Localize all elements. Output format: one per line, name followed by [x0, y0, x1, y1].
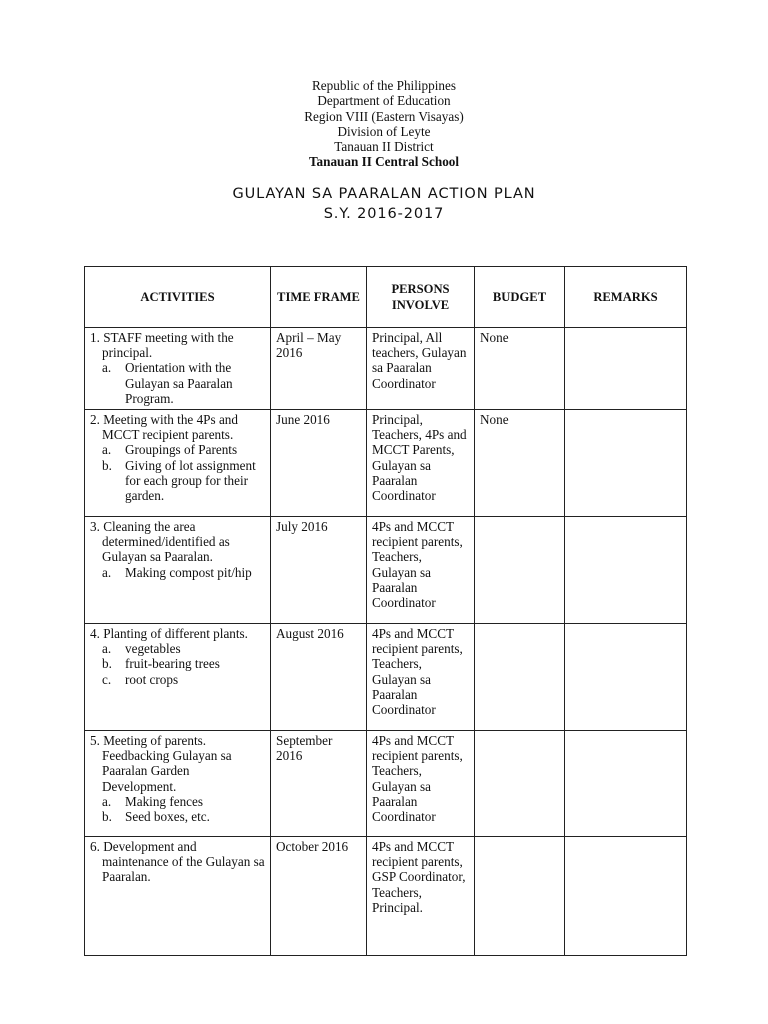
- remarks-cell: [565, 328, 687, 410]
- sub-activity-marker: b.: [102, 656, 112, 672]
- activity-text: 1. STAFF meeting with the principal.: [90, 330, 234, 361]
- activity-cell: [85, 328, 271, 410]
- activity-text: 3. Cleaning the area determined/identified as Gulayan sa Paaralan.: [90, 519, 230, 565]
- sub-activity-marker: a.: [102, 793, 112, 809]
- time-frame-cell: April – May 2016: [271, 328, 367, 410]
- letterhead: [0, 78, 768, 170]
- title-school-year: S.Y. 2016-2017: [323, 206, 445, 222]
- header-budget: BUDGET: [475, 267, 565, 328]
- remarks-cell: [565, 731, 687, 837]
- table-row: [85, 731, 687, 837]
- sub-activity-item: [90, 809, 265, 824]
- persons-cell: 4Ps and MCCT recipient parents, Teachers, Gulayan sa Paaralan Coordinator: [367, 731, 475, 837]
- persons-cell: 4Ps and MCCT recipient parents, Teachers, Gulayan sa Paaralan Coordinator: [367, 517, 475, 624]
- sub-activity-marker: a.: [102, 360, 112, 376]
- activity-text: 6. Development and maintenance of the Gulayan sa Paaralan.: [90, 839, 265, 885]
- table-header-row: [85, 267, 687, 328]
- activity-cell: [85, 837, 271, 956]
- sub-activity-text: Orientation with the Gulayan sa Paaralan Program.: [125, 360, 233, 406]
- letterhead-republic: Republic of the Philippines: [312, 78, 456, 93]
- persons-cell: Principal, Teachers, 4Ps and MCCT Parents, Gulayan sa Paaralan Coordinator: [367, 410, 475, 517]
- activity-text: 4. Planting of different plants.: [90, 626, 248, 642]
- sub-activity-marker: a.: [102, 442, 112, 458]
- letterhead-region: Region VIII (Eastern Visayas): [304, 108, 464, 124]
- document-title: [0, 184, 768, 224]
- budget-cell: None: [475, 328, 565, 410]
- sub-activity-text: fruit-bearing trees: [125, 656, 220, 672]
- sub-activity-item: [90, 672, 265, 687]
- activity-cell: [85, 624, 271, 731]
- persons-cell: 4Ps and MCCT recipient parents, Teachers, Gulayan sa Paaralan Coordinator: [367, 624, 475, 731]
- remarks-cell: [565, 517, 687, 624]
- title-main: GULAYAN SA PAARALAN ACTION PLAN: [232, 186, 536, 202]
- sub-activity-list: [90, 565, 265, 580]
- sub-activity-item: [90, 794, 265, 809]
- sub-activity-text: vegetables: [125, 641, 181, 657]
- budget-cell: [475, 517, 565, 624]
- budget-cell: None: [475, 410, 565, 517]
- letterhead-school: Tanauan II Central School: [308, 154, 460, 170]
- time-frame-cell: June 2016: [271, 410, 367, 517]
- sub-activity-list: [90, 442, 265, 503]
- header-time-frame: TIME FRAME: [271, 267, 367, 328]
- activity-text: 5. Meeting of parents. Feedbacking Gulayan sa Paaralan Garden Development.: [90, 733, 232, 794]
- sub-activity-item: [90, 656, 265, 671]
- table-row: [85, 837, 687, 956]
- activity-cell: [85, 410, 271, 517]
- sub-activity-text: Giving of lot assignment for each group for their garden.: [125, 457, 256, 504]
- activity-text: 2. Meeting with the 4Ps and MCCT recipient parents.: [90, 412, 238, 443]
- sub-activity-item: [90, 641, 265, 656]
- budget-cell: [475, 837, 565, 956]
- persons-cell: 4Ps and MCCT recipient parents, GSP Coordinator, Teachers, Principal.: [367, 837, 475, 956]
- activity-cell: [85, 517, 271, 624]
- sub-activity-list: [90, 641, 265, 687]
- sub-activity-text: root crops: [125, 671, 179, 687]
- table-row: [85, 624, 687, 731]
- letterhead-division: Division of Leyte: [337, 123, 431, 139]
- persons-cell: Principal, All teachers, Gulayan sa Paaralan Coordinator: [367, 328, 475, 410]
- sub-activity-item: [90, 565, 265, 580]
- budget-cell: [475, 731, 565, 837]
- sub-activity-text: Seed boxes, etc.: [125, 809, 210, 825]
- sub-activity-item: [90, 458, 265, 504]
- time-frame-cell: September 2016: [271, 731, 367, 837]
- sub-activity-list: [90, 360, 265, 406]
- sub-activity-text: Making fences: [125, 793, 203, 809]
- time-frame-cell: July 2016: [271, 517, 367, 624]
- remarks-cell: [565, 624, 687, 731]
- table-row: [85, 410, 687, 517]
- letterhead-department: Department of Education: [317, 93, 451, 109]
- time-frame-cell: October 2016: [271, 837, 367, 956]
- sub-activity-list: [90, 794, 265, 824]
- time-frame-cell: August 2016: [271, 624, 367, 731]
- sub-activity-marker: c.: [102, 671, 112, 687]
- sub-activity-marker: a.: [102, 564, 112, 580]
- header-activities: ACTIVITIES: [85, 267, 271, 328]
- letterhead-district: Tanauan II District: [334, 139, 434, 155]
- sub-activity-text: Groupings of Parents: [125, 442, 238, 458]
- sub-activity-marker: b.: [102, 809, 112, 825]
- table-row: [85, 328, 687, 410]
- header-persons: PERSONS INVOLVE: [367, 267, 475, 328]
- remarks-cell: [565, 837, 687, 956]
- sub-activity-marker: a.: [102, 641, 112, 657]
- sub-activity-text: Making compost pit/hip: [125, 564, 252, 580]
- budget-cell: [475, 624, 565, 731]
- activity-cell: [85, 731, 271, 837]
- sub-activity-marker: b.: [102, 457, 112, 473]
- sub-activity-item: [90, 442, 265, 457]
- remarks-cell: [565, 410, 687, 517]
- header-remarks: REMARKS: [565, 267, 687, 328]
- table-row: [85, 517, 687, 624]
- sub-activity-item: [90, 360, 265, 406]
- action-plan-table: [84, 266, 687, 956]
